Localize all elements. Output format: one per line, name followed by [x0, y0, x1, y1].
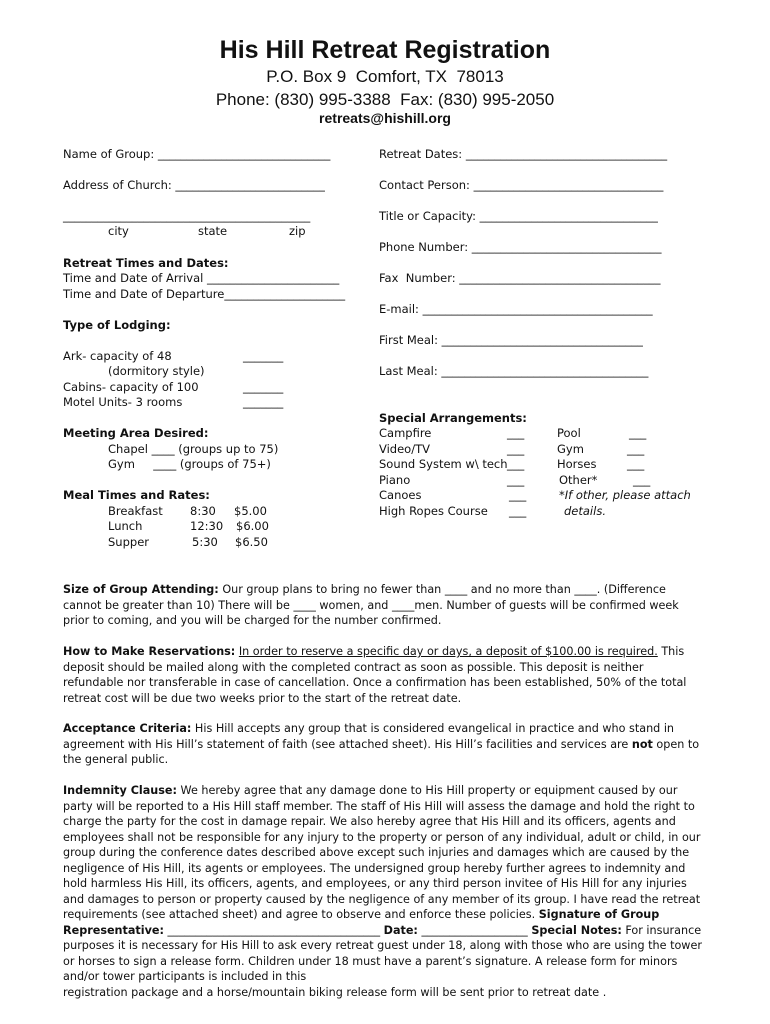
special-option-label: Video/TV: [379, 442, 430, 456]
motel-blank[interactable]: _______: [243, 395, 284, 409]
phone-number-field[interactable]: Phone Number: _________________________________: [379, 240, 662, 254]
size-of-group-paragraph: [63, 582, 703, 629]
address-line-field[interactable]: ___________________________________________: [63, 209, 311, 223]
meal-price: $6.50: [235, 535, 268, 549]
phone-fax: Phone: (830) 995-3388 Fax: (830) 995-2050: [215, 90, 555, 109]
special-option-label: Piano: [379, 473, 411, 487]
contact-email: retreats@hishill.org: [319, 110, 451, 126]
meal-name: Breakfast: [108, 504, 163, 518]
accept-text-end: open to the general public.: [63, 737, 700, 766]
name-of-group-field[interactable]: Name of Group: ______________________________: [63, 147, 331, 161]
ark-label: Ark- capacity of 48: [63, 349, 172, 363]
special-option-label: Horses: [557, 457, 597, 471]
cabins-blank[interactable]: _______: [243, 380, 284, 394]
special-option-blank[interactable]: ___: [507, 457, 525, 471]
closing-line: registration package and a horse/mountain biking release form will be sent prior to retreat date .: [63, 986, 607, 999]
date-label: Date:: [383, 923, 418, 937]
special-option-label: Sound System w\ tech: [379, 457, 508, 471]
meal-name: Supper: [108, 535, 149, 549]
special-option-label: Campfire: [379, 426, 432, 440]
accept-text: His Hill accepts any group that is considered evangelical in practice and who stand in agreement with His Hill’s statement of faith (see attached sheet). His Hill’s facilities and services are: [63, 722, 675, 751]
size-label: Size of Group Attending:: [63, 583, 219, 596]
signature-field[interactable]: ______________________________________: [163, 923, 384, 937]
state-label: state: [198, 224, 228, 238]
indemnity-text: We hereby agree that any damage done to His Hill property or equipment caused by our party will be reported to a His Hill staff member. The staff of His Hill will assess the damage and hold the right to charge the party for the cost in damage repair. We also hereby agree that His Hill and its officers, agents and employees shall not be responsible for any injury to the property or person of any individual, adult or child, in our group during the conference dates described above except such injuries and damages which are caused by the negligence of His Hill, its agents or employees. The undersigned group hereby further agrees to indemnity and hold harmless His Hill, its officers, agents, and employees, or any third person invitee of His Hill for any injuries and damages to person or property caused by the negligence of any member of its group. I have read the retreat requirements (see attached sheet) and agree to observe and enforce these policies.: [63, 784, 701, 921]
meal-time: 8:30: [190, 504, 216, 518]
meal-price: $6.00: [236, 519, 269, 533]
deposit-requirement: In order to reserve a specific day or days, a deposit of $100.00 is required.: [238, 645, 658, 658]
last-meal-field[interactable]: Last Meal: ____________________________________: [379, 364, 649, 378]
notes-text: For insurance purposes it is necessary for His Hill to ask every retreat guest under 18, along with those who are using the tower or horses to sign a release form. Children under 18 must have a parent’s signature. A release form for minors and/or tower participants is included in this: [63, 923, 702, 983]
meeting-heading: Meeting Area Desired:: [63, 426, 209, 440]
page-title: His Hill Retreat Registration: [219, 36, 551, 64]
special-option-blank[interactable]: ___: [627, 442, 645, 456]
dormitory-note: (dormitory style): [108, 364, 205, 378]
city-label: city: [108, 224, 129, 238]
departure-field[interactable]: Time and Date of Departure_____________________: [63, 287, 346, 301]
gym-option[interactable]: Gym ____ (groups of 75+): [108, 457, 271, 471]
special-option-blank[interactable]: ___: [507, 473, 525, 487]
accept-not: not: [631, 737, 653, 751]
fax-number-field[interactable]: Fax Number: ___________________________________: [379, 271, 661, 285]
cabins-label: Cabins- capacity of 100: [63, 380, 199, 394]
special-option-blank[interactable]: ___: [633, 473, 651, 487]
mailing-address: P.O. Box 9 Comfort, TX 78013: [266, 67, 504, 86]
reserve-label: How to Make Reservations:: [63, 645, 236, 658]
other-note: *If other, please attach: [559, 488, 691, 502]
email-field[interactable]: E-mail: ________________________________________: [379, 302, 653, 316]
indemnity-label: Indemnity Clause:: [63, 784, 177, 797]
address-of-church-field[interactable]: Address of Church: __________________________: [63, 178, 325, 192]
contact-person-field[interactable]: Contact Person: _________________________________: [379, 178, 664, 192]
size-text: Our group plans to bring no fewer than ____ and no more than ____. (Difference cannot be greater than 10) There will be ____ women, and ____men. Number of guests will be confirmed week prior to coming, and you will be charged for the number confirmed.: [63, 583, 679, 627]
signature-label: Signature of Group Representative:: [63, 908, 660, 937]
special-option-blank[interactable]: ___: [507, 442, 525, 456]
meal-name: Lunch: [108, 519, 143, 533]
meal-price: $5.00: [234, 504, 267, 518]
meal-time: 12:30: [190, 519, 224, 533]
motel-label: Motel Units- 3 rooms: [63, 395, 183, 409]
special-option-blank[interactable]: ___: [627, 457, 645, 471]
meal-time: 5:30: [192, 535, 218, 549]
date-field[interactable]: ___________________: [417, 923, 532, 937]
special-option-label: High Ropes Course: [379, 504, 488, 518]
special-option-blank[interactable]: ___: [507, 426, 525, 440]
special-option-label: Pool: [557, 426, 581, 440]
reservations-paragraph: [63, 644, 703, 706]
lodging-heading: Type of Lodging:: [63, 318, 171, 332]
special-option-label: Other*: [559, 473, 598, 487]
special-option-blank[interactable]: ___: [509, 504, 527, 518]
accept-label: Acceptance Criteria:: [63, 722, 192, 735]
other-note-details: details.: [564, 504, 606, 518]
arrival-field[interactable]: Time and Date of Arrival _______________________: [63, 271, 340, 285]
chapel-option[interactable]: Chapel ____ (groups up to 75): [108, 442, 279, 456]
indemnity-paragraph: [63, 783, 703, 985]
retreat-times-heading: Retreat Times and Dates:: [63, 256, 229, 270]
retreat-dates-field[interactable]: Retreat Dates: ___________________________________: [379, 147, 668, 161]
special-option-label: Canoes: [379, 488, 422, 502]
first-meal-field[interactable]: First Meal: ___________________________________: [379, 333, 643, 347]
acceptance-paragraph: [63, 721, 703, 768]
notes-label: Special Notes:: [531, 923, 622, 937]
special-option-blank[interactable]: ___: [509, 488, 527, 502]
meal-heading: Meal Times and Rates:: [63, 488, 210, 502]
zip-label: zip: [289, 224, 306, 238]
special-option-label: Gym: [557, 442, 584, 456]
title-capacity-field[interactable]: Title or Capacity: _______________________________: [379, 209, 658, 223]
ark-blank[interactable]: _______: [243, 349, 284, 363]
special-option-blank[interactable]: ___: [629, 426, 647, 440]
reserve-text: This deposit should be mailed along with the completed contract as soon as possible. This deposit is neither refundable nor transferable in case of cancellation. Once a confirmation has been established, 50% of the total retreat cost will be due two weeks prior to the start of the retreat date.: [63, 645, 687, 705]
special-arrangements-heading: Special Arrangements:: [379, 411, 527, 425]
